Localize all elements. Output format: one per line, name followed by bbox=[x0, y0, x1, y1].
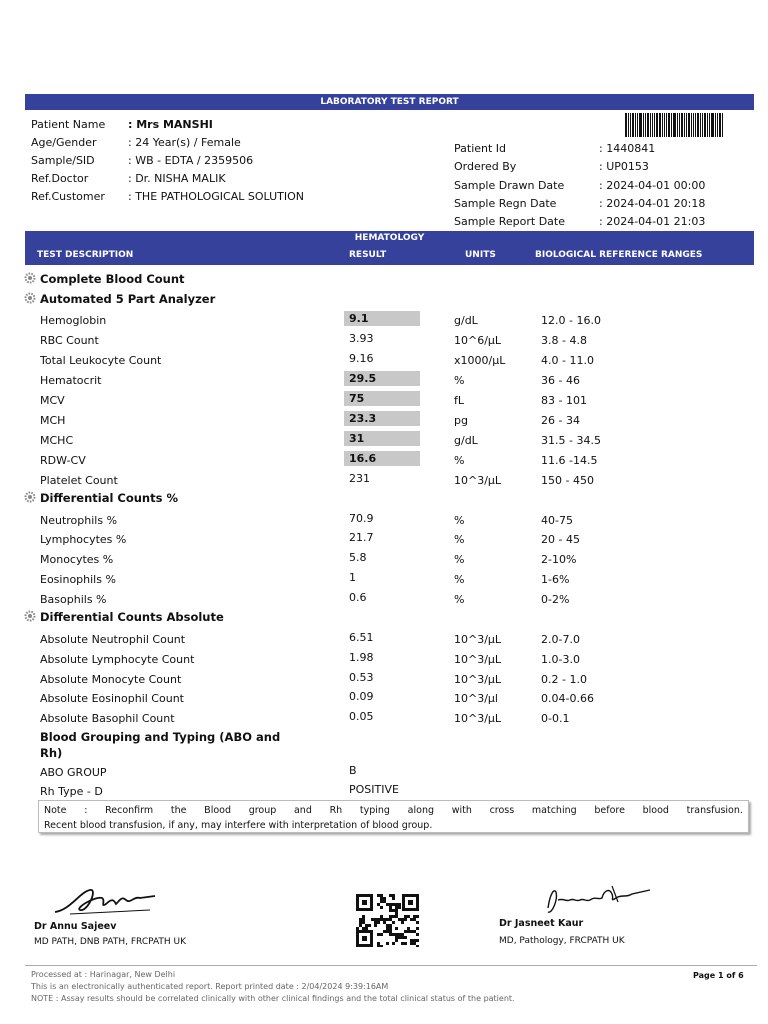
table-row bbox=[0, 570, 768, 590]
signatory-name: Dr Jasneet Kaur bbox=[499, 918, 584, 929]
test-result: 5.8 bbox=[349, 551, 367, 564]
test-unit: % bbox=[454, 533, 465, 546]
patient-field-label: Ref.Customer bbox=[31, 190, 105, 203]
note-word: before bbox=[594, 805, 625, 816]
table-row bbox=[0, 763, 768, 783]
note-word: Blood bbox=[204, 805, 231, 816]
footer-authentication: This is an electronically authenticated report. Report printed date : 2/04/2024 9:39:16AM bbox=[31, 982, 389, 991]
test-unit: % bbox=[454, 454, 465, 467]
test-name: Hematocrit bbox=[40, 374, 102, 387]
test-name: MCHC bbox=[40, 434, 74, 447]
test-name: MCV bbox=[40, 394, 65, 407]
test-name: Rh Type - D bbox=[40, 785, 103, 798]
test-unit: % bbox=[454, 553, 465, 566]
test-reference-range: 4.0 - 11.0 bbox=[541, 354, 594, 367]
footer-divider bbox=[25, 965, 757, 966]
note-word: Rh bbox=[329, 805, 343, 816]
test-unit: 10^3/µL bbox=[454, 633, 502, 646]
note-line-2: Recent blood transfusion, if any, may interfere with interpretation of blood group. bbox=[44, 820, 433, 831]
patient-field-value: : WB - EDTA / 2359506 bbox=[128, 154, 254, 167]
test-reference-range: 31.5 - 34.5 bbox=[541, 434, 601, 447]
footer-processed-at: Processed at : Harinagar, New Delhi bbox=[31, 970, 176, 979]
patient-field-label: Ref.Doctor bbox=[31, 172, 89, 185]
note-word: cross bbox=[489, 805, 515, 816]
col-header-ranges: BIOLOGICAL REFERENCE RANGES bbox=[535, 250, 703, 260]
section-label: Complete Blood Count bbox=[40, 272, 185, 286]
patient-field-label: Sample/SID bbox=[31, 154, 95, 167]
note-word: : bbox=[84, 805, 88, 816]
note-word: the bbox=[170, 805, 187, 816]
test-result: 75 bbox=[344, 391, 420, 406]
test-reference-range: 3.8 - 4.8 bbox=[541, 334, 587, 347]
table-row bbox=[0, 689, 768, 709]
page-number: Page 1 of 6 bbox=[693, 971, 744, 980]
test-name: Absolute Eosinophil Count bbox=[40, 692, 184, 705]
report-title: LABORATORY TEST REPORT bbox=[25, 94, 754, 110]
patient-field-value: : UP0153 bbox=[599, 160, 649, 173]
test-reference-range: 2.0-7.0 bbox=[541, 633, 580, 646]
section-label: Differential Counts % bbox=[40, 491, 178, 505]
test-result: 70.9 bbox=[349, 512, 374, 525]
test-unit: g/dL bbox=[454, 314, 478, 327]
footer bbox=[31, 969, 515, 1005]
patient-field-label: Ordered By bbox=[454, 160, 517, 173]
table-row bbox=[0, 590, 768, 610]
test-name: Absolute Basophil Count bbox=[40, 712, 175, 725]
note-word: and bbox=[293, 805, 312, 816]
test-name: Monocytes % bbox=[40, 553, 114, 566]
test-unit: 10^3/µL bbox=[454, 673, 502, 686]
table-row bbox=[0, 451, 768, 471]
table-row bbox=[0, 670, 768, 690]
col-header-description: TEST DESCRIPTION bbox=[37, 250, 134, 260]
section-label: Rh) bbox=[40, 746, 63, 760]
table-row bbox=[0, 331, 768, 351]
signature-image bbox=[540, 880, 660, 920]
test-result: 29.5 bbox=[344, 371, 420, 386]
patient-field-label: Sample Report Date bbox=[454, 215, 565, 228]
patient-field-value: : 2024-04-01 20:18 bbox=[599, 197, 706, 210]
test-name: RBC Count bbox=[40, 334, 99, 347]
note-word: group bbox=[248, 805, 277, 816]
note-word: Reconfirm bbox=[105, 805, 154, 816]
test-unit: % bbox=[454, 573, 465, 586]
patient-field-label: Sample Regn Date bbox=[454, 197, 557, 210]
gear-icon bbox=[24, 292, 36, 304]
test-name: Hemoglobin bbox=[40, 314, 107, 327]
section-differential-percent bbox=[24, 491, 178, 505]
test-reference-range: 26 - 34 bbox=[541, 414, 580, 427]
test-unit: 10^3/µL bbox=[454, 653, 502, 666]
test-result: 16.6 bbox=[344, 451, 420, 466]
section-blood-grouping bbox=[40, 729, 280, 761]
table-row bbox=[0, 351, 768, 371]
test-name: Absolute Lymphocyte Count bbox=[40, 653, 195, 666]
test-result: 31 bbox=[344, 431, 420, 446]
gear-icon bbox=[24, 491, 36, 503]
signatory-left bbox=[34, 921, 186, 952]
signatory-qualification: MD, Pathology, FRCPATH UK bbox=[499, 936, 625, 946]
patient-field-value: : THE PATHOLOGICAL SOLUTION bbox=[128, 190, 305, 203]
table-row bbox=[0, 431, 768, 451]
department-header: HEMATOLOGY bbox=[25, 231, 754, 246]
section-label: Differential Counts Absolute bbox=[40, 610, 224, 624]
test-unit: 10^3/µl bbox=[454, 692, 498, 705]
table-row bbox=[0, 530, 768, 550]
test-name: Neutrophils % bbox=[40, 514, 118, 527]
patient-field-label: Age/Gender bbox=[31, 136, 97, 149]
section-cbc bbox=[24, 272, 185, 286]
note-word: transfusion. bbox=[686, 805, 743, 816]
test-result: 231 bbox=[349, 472, 370, 485]
footer-note: NOTE : Assay results should be correlated clinically with other clinical findings and the total clinical status of the patient. bbox=[31, 994, 515, 1003]
note-word: with bbox=[451, 805, 472, 816]
test-result: 0.53 bbox=[349, 671, 374, 684]
barcode-icon bbox=[625, 113, 746, 137]
section-label: Blood Grouping and Typing (ABO and bbox=[40, 730, 281, 744]
test-name: ABO GROUP bbox=[40, 766, 107, 779]
test-result: POSITIVE bbox=[349, 783, 399, 796]
test-reference-range: 12.0 - 16.0 bbox=[541, 314, 601, 327]
table-row bbox=[0, 709, 768, 729]
test-unit: % bbox=[454, 593, 465, 606]
qr-code-icon bbox=[356, 894, 419, 947]
test-result: 0.05 bbox=[349, 710, 374, 723]
column-header-bar bbox=[25, 246, 754, 265]
signatory-right bbox=[499, 918, 625, 953]
test-name: Basophils % bbox=[40, 593, 107, 606]
table-row bbox=[0, 411, 768, 431]
test-unit: x1000/µL bbox=[454, 354, 506, 367]
signatory-qualification: MD PATH, DNB PATH, FRCPATH UK bbox=[34, 937, 187, 947]
note-word: matching bbox=[531, 805, 577, 816]
test-name: Total Leukocyte Count bbox=[40, 354, 162, 367]
section-differential-absolute bbox=[24, 610, 224, 624]
table-row bbox=[0, 782, 768, 802]
test-reference-range: 83 - 101 bbox=[541, 394, 587, 407]
test-name: Platelet Count bbox=[40, 474, 118, 487]
test-name: Absolute Monocyte Count bbox=[40, 673, 182, 686]
test-result: 9.16 bbox=[349, 352, 374, 365]
patient-field-value: : Mrs MANSHI bbox=[128, 118, 213, 131]
test-unit: 10^3/µL bbox=[454, 474, 502, 487]
test-result: 3.93 bbox=[349, 332, 374, 345]
test-unit: 10^3/µL bbox=[454, 712, 502, 725]
gear-icon bbox=[24, 610, 36, 622]
test-name: RDW-CV bbox=[40, 454, 86, 467]
test-reference-range: 36 - 46 bbox=[541, 374, 580, 387]
patient-field-value: : 2024-04-01 00:00 bbox=[599, 179, 706, 192]
patient-field-value: : Dr. NISHA MALIK bbox=[128, 172, 226, 185]
test-unit: pg bbox=[454, 414, 468, 427]
table-row bbox=[0, 511, 768, 531]
test-result: 6.51 bbox=[349, 631, 374, 644]
test-unit: % bbox=[454, 374, 465, 387]
test-unit: % bbox=[454, 514, 465, 527]
test-result: 21.7 bbox=[349, 531, 374, 544]
patient-field-label: Patient Id bbox=[454, 142, 507, 155]
test-reference-range: 40-75 bbox=[541, 514, 573, 527]
table-row bbox=[0, 471, 768, 491]
test-name: MCH bbox=[40, 414, 66, 427]
test-reference-range: 0.2 - 1.0 bbox=[541, 673, 587, 686]
test-result: 1 bbox=[349, 571, 356, 584]
test-result: 9.1 bbox=[344, 311, 420, 326]
note-word: typing bbox=[359, 805, 390, 816]
section-label: Automated 5 Part Analyzer bbox=[40, 292, 216, 306]
test-reference-range: 1-6% bbox=[541, 573, 570, 586]
signature-image bbox=[50, 882, 160, 918]
test-reference-range: 0-2% bbox=[541, 593, 570, 606]
table-row bbox=[0, 371, 768, 391]
section-analyzer bbox=[24, 292, 215, 306]
test-reference-range: 150 - 450 bbox=[541, 474, 594, 487]
note-word: Note bbox=[44, 805, 67, 816]
test-result: 23.3 bbox=[344, 411, 420, 426]
patient-field-value: : 2024-04-01 21:03 bbox=[599, 215, 706, 228]
test-result: 1.98 bbox=[349, 651, 374, 664]
signatory-name: Dr Annu Sajeev bbox=[34, 921, 117, 932]
note-line-1 bbox=[44, 803, 743, 818]
table-row bbox=[0, 311, 768, 331]
test-result: B bbox=[349, 764, 357, 777]
test-reference-range: 11.6 -14.5 bbox=[541, 454, 598, 467]
test-name: Lymphocytes % bbox=[40, 533, 127, 546]
table-row bbox=[0, 391, 768, 411]
patient-field-value: : 1440841 bbox=[599, 142, 656, 155]
test-name: Eosinophils % bbox=[40, 573, 116, 586]
patient-field-label: Sample Drawn Date bbox=[454, 179, 565, 192]
test-unit: 10^6/µL bbox=[454, 334, 502, 347]
note-word: along bbox=[407, 805, 434, 816]
test-reference-range: 2-10% bbox=[541, 553, 577, 566]
test-reference-range: 1.0-3.0 bbox=[541, 653, 580, 666]
gear-icon bbox=[24, 272, 36, 284]
test-name: Absolute Neutrophil Count bbox=[40, 633, 186, 646]
col-header-units: UNITS bbox=[465, 250, 496, 260]
test-reference-range: 0.04-0.66 bbox=[541, 692, 594, 705]
test-result: 0.6 bbox=[349, 591, 367, 604]
test-result: 0.09 bbox=[349, 690, 374, 703]
test-reference-range: 20 - 45 bbox=[541, 533, 580, 546]
note-word: blood bbox=[642, 805, 669, 816]
note-box bbox=[38, 800, 749, 833]
test-unit: g/dL bbox=[454, 434, 478, 447]
patient-field-value: : 24 Year(s) / Female bbox=[128, 136, 241, 149]
table-row bbox=[0, 650, 768, 670]
patient-field-label: Patient Name bbox=[31, 118, 106, 131]
test-unit: fL bbox=[454, 394, 465, 407]
table-row bbox=[0, 550, 768, 570]
test-reference-range: 0-0.1 bbox=[541, 712, 570, 725]
table-row bbox=[0, 630, 768, 650]
col-header-result: RESULT bbox=[349, 250, 387, 260]
